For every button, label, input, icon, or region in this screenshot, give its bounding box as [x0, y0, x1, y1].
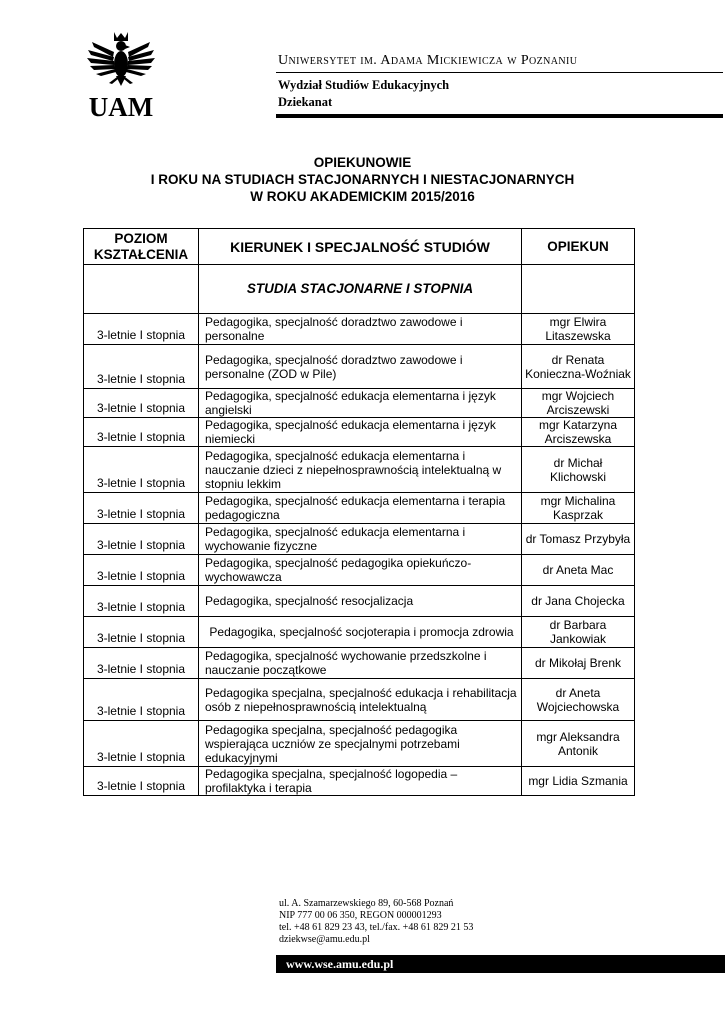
tutor-cell: mgr Aleksandra Antonik	[522, 721, 635, 767]
tutor-cell: mgr Katarzyna Arciszewska	[522, 418, 635, 447]
footer-address-block	[279, 898, 473, 946]
program-cell: Pedagogika, specjalność doradztwo zawodowe i personalne	[199, 314, 522, 345]
tutor-cell: dr Mikołaj Brenk	[522, 648, 635, 679]
tutor-cell: dr Jana Chojecka	[522, 586, 635, 617]
level-cell: 3-letnie I stopnia	[84, 345, 199, 389]
table-row	[84, 721, 635, 767]
tutor-cell: mgr Wojciech Arciszewski	[522, 389, 635, 418]
level-cell: 3-letnie I stopnia	[84, 555, 199, 586]
tutor-cell: mgr Michalina Kasprzak	[522, 493, 635, 524]
level-cell: 3-letnie I stopnia	[84, 648, 199, 679]
table-row	[84, 648, 635, 679]
table-row	[84, 314, 635, 345]
university-name: Uniwersytet im. Adama Mickiewicza w Poznaniu	[278, 53, 578, 68]
program-cell: Pedagogika specjalna, specjalność pedagogika wspierająca uczniów ze specjalnymi potrzebami edukacyjnymi	[199, 721, 522, 767]
level-cell: 3-letnie I stopnia	[84, 767, 199, 796]
program-cell: Pedagogika, specjalność edukacja elementarna i język angielski	[199, 389, 522, 418]
level-cell: 3-letnie I stopnia	[84, 617, 199, 648]
logo-text: UAM	[88, 92, 154, 120]
table-row	[84, 345, 635, 389]
level-cell: 3-letnie I stopnia	[84, 418, 199, 447]
table-row	[84, 389, 635, 418]
tutor-cell: dr Aneta Wojciechowska	[522, 679, 635, 721]
program-cell: Pedagogika, specjalność edukacja elementarna i wychowanie fizyczne	[199, 524, 522, 555]
title-line-1: OPIEKUNOWIE	[313, 155, 412, 170]
tutor-cell: dr Tomasz Przybyła	[522, 524, 635, 555]
level-cell: 3-letnie I stopnia	[84, 493, 199, 524]
header-program: KIERUNEK I SPECJALNOŚĆ STUDIÓW	[199, 229, 522, 265]
footer-website-link[interactable]: www.wse.amu.edu.pl	[286, 957, 394, 971]
table-row	[84, 418, 635, 447]
table-row	[84, 586, 635, 617]
title-line-2: I ROKU NA STUDIACH STACJONARNYCH I NIESTACJONARNYCH	[150, 172, 575, 187]
uam-logo	[84, 30, 158, 120]
tutor-cell: dr Aneta Mac	[522, 555, 635, 586]
table-header-row	[84, 229, 635, 265]
title-line-3: W ROKU AKADEMICKIM 2015/2016	[250, 189, 475, 204]
header-rule-thin	[276, 72, 723, 73]
level-cell: 3-letnie I stopnia	[84, 447, 199, 493]
section-empty-cell	[84, 265, 199, 314]
program-cell: Pedagogika, specjalność resocjalizacja	[199, 586, 522, 617]
level-cell: 3-letnie I stopnia	[84, 721, 199, 767]
level-cell: 3-letnie I stopnia	[84, 586, 199, 617]
footer-phone: tel. +48 61 829 23 43, tel./fax. +48 61 829 21 53	[279, 922, 474, 933]
table-row	[84, 767, 635, 796]
program-cell: Pedagogika, specjalność pedagogika opiekuńczo-wychowawcza	[199, 555, 522, 586]
table-row	[84, 493, 635, 524]
level-cell: 3-letnie I stopnia	[84, 314, 199, 345]
office-name: Dziekanat	[278, 95, 333, 109]
table-row	[84, 447, 635, 493]
tutor-cell: dr Barbara Jankowiak	[522, 617, 635, 648]
table-row	[84, 555, 635, 586]
tutors-table	[83, 228, 635, 796]
table-row	[84, 679, 635, 721]
tutor-cell: mgr Lidia Szmania	[522, 767, 635, 796]
program-cell: Pedagogika specjalna, specjalność edukacja i rehabilitacja osób z niepełnosprawnością intelektualną	[199, 679, 522, 721]
level-cell: 3-letnie I stopnia	[84, 524, 199, 555]
faculty-name: Wydział Studiów Edukacyjnych	[278, 78, 450, 92]
program-cell: Pedagogika specjalna, specjalność logopedia – profilaktyka i terapia	[199, 767, 522, 796]
table-row	[84, 617, 635, 648]
tutor-cell: dr Michał Klichowski	[522, 447, 635, 493]
section-empty-cell	[522, 265, 635, 314]
footer-address: ul. A. Szamarzewskiego 89, 60-568 Poznań	[279, 898, 454, 909]
footer-bar	[276, 955, 725, 973]
tutor-cell: mgr Elwira Litaszewska	[522, 314, 635, 345]
tutor-cell: dr Renata Konieczna-Woźniak	[522, 345, 635, 389]
table-row	[84, 524, 635, 555]
footer-email[interactable]: dziekwse@amu.edu.pl	[279, 934, 370, 945]
program-cell: Pedagogika, specjalność edukacja elementarna i język niemiecki	[199, 418, 522, 447]
header-tutor: OPIEKUN	[522, 229, 635, 265]
program-cell: Pedagogika, specjalność edukacja elementarna i terapia pedagogiczna	[199, 493, 522, 524]
section-row	[84, 265, 635, 314]
program-cell: Pedagogika, specjalność wychowanie przedszkolne i nauczanie początkowe	[199, 648, 522, 679]
header-level: POZIOM KSZTAŁCENIA	[84, 229, 199, 265]
program-cell: Pedagogika, specjalność edukacja elementarna i nauczanie dzieci z niepełnosprawnością intelektualną w stopniu lekkim	[199, 447, 522, 493]
footer-ids: NIP 777 00 06 350, REGON 000001293	[279, 910, 442, 921]
level-cell: 3-letnie I stopnia	[84, 679, 199, 721]
program-cell: Pedagogika, specjalność socjoterapia i promocja zdrowia	[199, 617, 522, 648]
level-cell: 3-letnie I stopnia	[84, 389, 199, 418]
section-title: STUDIA STACJONARNE I STOPNIA	[199, 265, 522, 314]
header-rule-thick	[276, 114, 723, 118]
program-cell: Pedagogika, specjalność doradztwo zawodowe i personalne (ZOD w Pile)	[199, 345, 522, 389]
